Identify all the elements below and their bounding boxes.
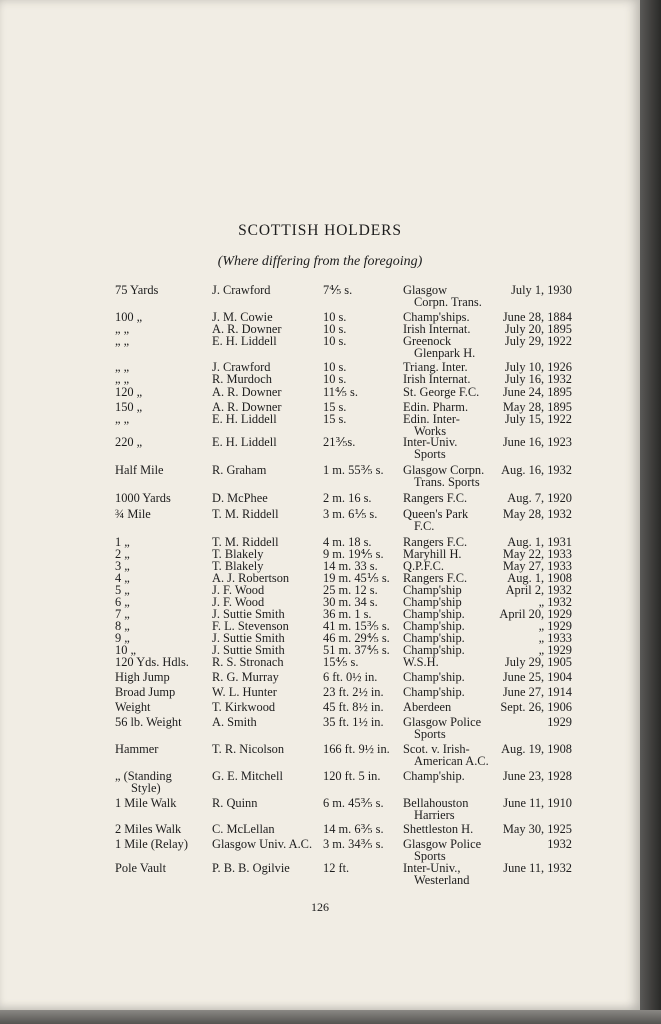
record-date: July 20, 1895 xyxy=(504,322,572,336)
record-venue: Q.P.F.C. xyxy=(403,559,445,573)
record-holder: R. Graham xyxy=(212,463,267,477)
record-venue-continued: Sports xyxy=(414,849,446,863)
record-venue: Champ'ship. xyxy=(403,619,465,633)
record-row xyxy=(0,742,640,768)
record-venue: Shettleston H. xyxy=(403,822,474,836)
record-event: 1 Mile Walk xyxy=(115,796,177,810)
record-event: 220 „ xyxy=(115,435,143,449)
record-venue-continued: Trans. Sports xyxy=(414,475,480,489)
record-venue: Champ'ship. xyxy=(403,631,465,645)
record-holder: T. M. Riddell xyxy=(212,507,279,521)
record-event: Broad Jump xyxy=(115,685,176,699)
record-event: 1 „ xyxy=(115,535,130,549)
record-row xyxy=(0,861,640,887)
record-event: 8 „ xyxy=(115,619,130,633)
record-holder: T. Blakely xyxy=(212,547,264,561)
record-holder: E. H. Liddell xyxy=(212,435,277,449)
record-holder: A. R. Downer xyxy=(212,400,282,414)
record-performance: 9 m. 19⅘ s. xyxy=(323,547,384,561)
record-event: Half Mile xyxy=(115,463,164,477)
record-venue-continued: Glenpark H. xyxy=(414,346,476,360)
record-date: July 29, 1922 xyxy=(504,334,572,348)
record-performance: 7⅘ s. xyxy=(323,283,353,297)
record-performance: 4 m. 18 s. xyxy=(323,535,372,549)
record-holder: R. S. Stronach xyxy=(212,655,284,669)
record-date: May 22, 1933 xyxy=(502,547,572,561)
record-performance: 36 m. 1 s. xyxy=(323,607,372,621)
record-event: „ „ xyxy=(115,334,130,348)
record-performance: 14 m. 33 s. xyxy=(323,559,378,573)
record-date: June 23, 1928 xyxy=(502,769,572,783)
record-performance: 10 s. xyxy=(323,334,347,348)
book-spine xyxy=(640,0,661,1024)
record-event: 6 „ xyxy=(115,595,130,609)
record-venue: Glasgow Police xyxy=(403,837,482,851)
record-venue: Champ'ship xyxy=(403,583,462,597)
record-venue-continued: Sports xyxy=(414,447,446,461)
record-holder: C. McLellan xyxy=(212,822,275,836)
record-performance: 41 m. 15⅗ s. xyxy=(323,619,390,633)
record-venue: Champ'ship. xyxy=(403,607,465,621)
record-venue: Rangers F.C. xyxy=(403,535,468,549)
record-venue: Edin. Inter- xyxy=(403,412,460,426)
record-date: April 2, 1932 xyxy=(505,583,572,597)
record-event: „ „ xyxy=(115,322,130,336)
record-holder: Glasgow Univ. A.C. xyxy=(212,837,313,851)
record-date: June 25, 1904 xyxy=(502,670,572,684)
record-performance: 6 ft. 0½ in. xyxy=(323,670,378,684)
record-row xyxy=(0,492,640,508)
record-venue-continued: Westerland xyxy=(414,873,470,887)
record-event: 10 „ xyxy=(115,643,136,657)
record-performance: 120 ft. 5 in. xyxy=(323,769,381,783)
record-venue: Maryhill H. xyxy=(403,547,462,561)
record-holder: T. Kirkwood xyxy=(212,700,276,714)
record-performance: 15 s. xyxy=(323,400,347,414)
record-performance: 30 m. 34 s. xyxy=(323,595,378,609)
record-row xyxy=(0,463,640,489)
record-event: 2 Miles Walk xyxy=(115,822,182,836)
record-row xyxy=(0,796,640,822)
record-performance: 15⅘ s. xyxy=(323,655,359,669)
record-event: 3 „ xyxy=(115,559,130,573)
record-date: „ 1929 xyxy=(538,643,572,657)
record-event: 120 „ xyxy=(115,385,143,399)
record-row xyxy=(0,715,640,741)
record-date: June 28, 1884 xyxy=(502,310,572,324)
record-venue: Aberdeen xyxy=(403,700,452,714)
record-holder: A. J. Robertson xyxy=(212,571,290,585)
record-date: June 11, 1932 xyxy=(503,861,572,875)
record-performance: 10 s. xyxy=(323,322,347,336)
record-date: July 1, 1930 xyxy=(511,283,572,297)
record-performance: 46 m. 29⅘ s. xyxy=(323,631,390,645)
record-holder: T. M. Riddell xyxy=(212,535,279,549)
record-holder: R. Murdoch xyxy=(212,372,272,386)
record-date: Sept. 26, 1906 xyxy=(500,700,572,714)
record-date: „ 1929 xyxy=(538,619,572,633)
record-event: 100 „ xyxy=(115,310,143,324)
record-performance: 166 ft. 9½ in. xyxy=(323,742,390,756)
record-row xyxy=(0,507,640,533)
record-venue: W.S.H. xyxy=(403,655,439,669)
record-date: „ 1933 xyxy=(538,631,572,645)
record-venue: Rangers F.C. xyxy=(403,571,468,585)
record-venue: Irish Internat. xyxy=(403,372,471,386)
record-venue: Triang. Inter. xyxy=(403,360,468,374)
record-event: „ „ xyxy=(115,372,130,386)
record-event: 7 „ xyxy=(115,607,130,621)
record-venue: Champ'ship. xyxy=(403,685,465,699)
record-performance: 45 ft. 8½ in. xyxy=(323,700,384,714)
record-event: „ „ xyxy=(115,412,130,426)
record-date: Aug. 1, 1908 xyxy=(507,571,572,585)
record-venue: Edin. Pharm. xyxy=(403,400,469,414)
record-performance: 21⅗s. xyxy=(323,435,356,449)
record-event: High Jump xyxy=(115,670,170,684)
record-holder: D. McPhee xyxy=(212,491,268,505)
record-performance: 25 m. 12 s. xyxy=(323,583,378,597)
record-venue: Champ'ship. xyxy=(403,670,465,684)
record-holder: G. E. Mitchell xyxy=(212,769,283,783)
record-venue: Champ'ship. xyxy=(403,643,465,657)
record-event: Pole Vault xyxy=(115,861,167,875)
record-date: April 20, 1929 xyxy=(499,607,572,621)
record-holder: E. H. Liddell xyxy=(212,334,277,348)
record-venue: Inter-Univ., xyxy=(403,861,461,875)
record-row xyxy=(0,334,640,360)
record-date: June 27, 1914 xyxy=(502,685,572,699)
record-event: „ „ xyxy=(115,360,130,374)
record-event: 56 lb. Weight xyxy=(115,715,182,729)
record-performance: 1 m. 55⅗ s. xyxy=(323,463,384,477)
record-date: May 28, 1895 xyxy=(502,400,572,414)
record-performance: 10 s. xyxy=(323,372,347,386)
record-performance: 11⅘ s. xyxy=(323,385,358,399)
record-holder: A. Smith xyxy=(212,715,257,729)
record-venue: Scot. v. Irish- xyxy=(403,742,470,756)
record-event: „ (Standing xyxy=(115,769,172,783)
record-venue: Glasgow xyxy=(403,283,448,297)
record-performance: 10 s. xyxy=(323,360,347,374)
record-performance: 14 m. 6⅗ s. xyxy=(323,822,384,836)
record-event: Hammer xyxy=(115,742,159,756)
record-holder: W. L. Hunter xyxy=(212,685,277,699)
record-venue-continued: Sports xyxy=(414,727,446,741)
record-event-continued: Style) xyxy=(131,781,161,795)
record-holder: J. Suttie Smith xyxy=(212,643,285,657)
record-performance: 2 m. 16 s. xyxy=(323,491,372,505)
record-venue: Queen's Park xyxy=(403,507,469,521)
record-holder: J. F. Wood xyxy=(212,595,265,609)
record-holder: T. R. Nicolson xyxy=(212,742,285,756)
record-holder: T. Blakely xyxy=(212,559,264,573)
page-bottom-edge xyxy=(0,1010,661,1024)
record-holder: J. Suttie Smith xyxy=(212,631,285,645)
record-event: 5 „ xyxy=(115,583,130,597)
record-event: 120 Yds. Hdls. xyxy=(115,655,189,669)
record-holder: F. L. Stevenson xyxy=(212,619,289,633)
record-venue: Champ'ships. xyxy=(403,310,470,324)
record-venue: Glasgow Police xyxy=(403,715,482,729)
record-holder: J. Crawford xyxy=(212,360,271,374)
record-date: 1932 xyxy=(547,837,572,851)
record-date: 1929 xyxy=(547,715,572,729)
record-venue-continued: Works xyxy=(414,424,447,438)
record-holder: A. R. Downer xyxy=(212,322,282,336)
record-performance: 12 ft. xyxy=(323,861,350,875)
record-date: July 10, 1926 xyxy=(504,360,572,374)
record-date: „ 1932 xyxy=(538,595,572,609)
record-venue: Champ'ship xyxy=(403,595,462,609)
record-row xyxy=(0,769,640,795)
record-event: 75 Yards xyxy=(115,283,159,297)
record-performance: 3 m. 6⅕ s. xyxy=(323,507,378,521)
record-date: June 24, 1895 xyxy=(502,385,572,399)
record-date: July 16, 1932 xyxy=(504,372,572,386)
record-performance: 15 s. xyxy=(323,412,347,426)
record-venue-continued: Harriers xyxy=(414,808,455,822)
record-event: ¾ Mile xyxy=(115,507,151,521)
record-event: 150 „ xyxy=(115,400,143,414)
page-subtitle: (Where differing from the foregoing) xyxy=(217,254,423,269)
record-event: 1000 Yards xyxy=(115,491,171,505)
record-holder: R. Quinn xyxy=(212,796,258,810)
record-holder: R. G. Murray xyxy=(212,670,279,684)
record-venue: Champ'ship. xyxy=(403,769,465,783)
record-row xyxy=(0,823,640,839)
record-date: May 28, 1932 xyxy=(502,507,572,521)
page-number: 126 xyxy=(311,900,329,914)
record-holder: J. F. Wood xyxy=(212,583,265,597)
record-date: Aug. 7, 1920 xyxy=(507,491,572,505)
record-event: Weight xyxy=(115,700,151,714)
record-holder: E. H. Liddell xyxy=(212,412,277,426)
record-date: May 30, 1925 xyxy=(502,822,572,836)
record-venue: Bellahouston xyxy=(403,796,469,810)
record-venue-continued: American A.C. xyxy=(414,754,489,768)
record-event: 9 „ xyxy=(115,631,130,645)
record-date: May 27, 1933 xyxy=(502,559,572,573)
record-venue: Glasgow Corpn. xyxy=(403,463,485,477)
record-venue: Rangers F.C. xyxy=(403,491,468,505)
record-performance: 6 m. 45⅗ s. xyxy=(323,796,384,810)
page-title: SCOTTISH HOLDERS xyxy=(238,222,402,239)
record-date: Aug. 16, 1932 xyxy=(501,463,572,477)
record-venue: Irish Internat. xyxy=(403,322,471,336)
record-date: June 11, 1910 xyxy=(503,796,572,810)
record-event: 4 „ xyxy=(115,571,130,585)
record-performance: 23 ft. 2½ in. xyxy=(323,685,384,699)
record-date: Aug. 19, 1908 xyxy=(501,742,572,756)
record-venue: Greenock xyxy=(403,334,452,348)
record-row xyxy=(0,435,640,461)
record-date: Aug. 1, 1931 xyxy=(507,535,572,549)
record-performance: 35 ft. 1½ in. xyxy=(323,715,384,729)
record-holder: J. M. Cowie xyxy=(212,310,273,324)
record-performance: 10 s. xyxy=(323,310,347,324)
record-holder: J. Suttie Smith xyxy=(212,607,285,621)
record-row xyxy=(0,701,640,717)
record-venue-continued: Corpn. Trans. xyxy=(414,295,482,309)
record-performance: 51 m. 37⅘ s. xyxy=(323,643,390,657)
record-date: June 16, 1923 xyxy=(502,435,572,449)
record-row xyxy=(0,283,640,309)
record-row xyxy=(0,412,640,438)
record-row xyxy=(0,837,640,863)
record-event: 1 Mile (Relay) xyxy=(115,837,188,851)
record-holder: J. Crawford xyxy=(212,283,271,297)
record-date: July 29, 1905 xyxy=(504,655,572,669)
record-holder: A. R. Downer xyxy=(212,385,282,399)
record-date: July 15, 1922 xyxy=(504,412,572,426)
record-venue: Inter-Univ. xyxy=(403,435,458,449)
record-venue: St. George F.C. xyxy=(403,385,480,399)
record-holder: P. B. B. Ogilvie xyxy=(212,861,290,875)
record-performance: 19 m. 45⅕ s. xyxy=(323,571,390,585)
record-venue-continued: F.C. xyxy=(414,519,435,533)
record-event: 2 „ xyxy=(115,547,130,561)
record-performance: 3 m. 34⅗ s. xyxy=(323,837,384,851)
